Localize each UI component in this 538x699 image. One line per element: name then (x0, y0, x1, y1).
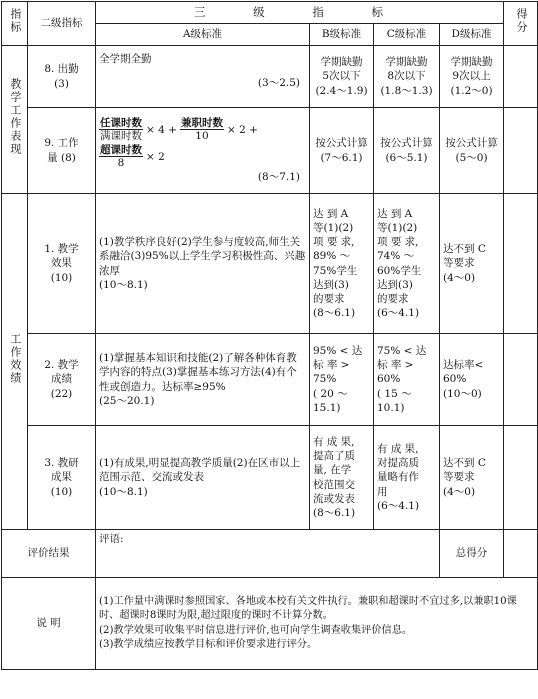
header-d-standard: D级标准 (440, 24, 504, 46)
results-a: (1)掌握基本知识和技能(2)了解各种体育教学内容的特点(3)掌握基本练习方法(4)有个性或创造力。达标率≥95% (25～20.1) (96, 334, 310, 426)
results-name: 2. 教学 成绩 (22) (28, 334, 96, 426)
evaluation-table-sheet (1, 1, 537, 697)
fraction-teaching-hours: $\frac{\text{任课时数}}{\text{满课时数}}$ (100, 117, 142, 143)
header-level3: 三 级 指 标 (96, 2, 504, 24)
header-indicator: 指标 (2, 2, 28, 46)
header-a-standard: A级标准 (96, 24, 310, 46)
attendance-b: 学期缺勤 5次以下 (2.4～1.9) (310, 46, 374, 108)
evaluation-comment-field[interactable]: 评语: (96, 530, 440, 578)
attendance-d: 学期缺勤 9次以上 (1.2～0) (440, 46, 504, 108)
results-score (504, 334, 538, 426)
fraction-parttime-hours: $\frac{\text{兼职时数}}{10}$ (180, 117, 223, 143)
group-teaching-performance: 教学工作表现 (2, 46, 28, 194)
effect-name: 1. 教学 效果 (10) (28, 194, 96, 334)
workload-a: $\frac{\text{任课时数}}{\text{满课时数}}$ × 4 + $\frac{\text{兼职时数}}{10}$ × 2 + $\frac{\text{超课时数}}{8}$ × 2 (8～7.1) (96, 108, 310, 194)
effect-b: 达 到 A 等(1)(2) 项 要 求, 89% ～ 75%学生 达到(3) 的要求 (8～6.1) (310, 194, 374, 334)
workload-name: 9. 工作 量 (8) (28, 108, 96, 194)
row-evaluation (2, 530, 538, 578)
row-notes (2, 578, 538, 670)
notes-label: 说 明 (2, 578, 96, 670)
research-d: 达不到 C 等要求 (4～0) (440, 426, 504, 530)
fraction-overtime-hours: $\frac{\text{超课时数}}{8}$ (100, 144, 142, 170)
research-a: (1)有成果,明显提高教学质量(2)在区市以上范围示范、交流或发表 (10～8.1) (96, 426, 310, 530)
total-score-label: 总得分 (440, 530, 504, 578)
row-workload (2, 108, 538, 194)
evaluation-label: 评价结果 (2, 530, 96, 578)
workload-b: 按公式计算 (7～6.1) (310, 108, 374, 194)
effect-a: (1)教学秩序良好(2)学生参与度较高,师生关系融洽(3)95%以上学生学习积极性高、兴趣浓厚 (10～8.1) (96, 194, 310, 334)
workload-c: 按公式计算 (6～5.1) (374, 108, 440, 194)
workload-d: 按公式计算 (5～0) (440, 108, 504, 194)
row-research-results (2, 426, 538, 530)
results-c: 75% < 达 标 率 > 60% ( 15 ～ 10.1) (374, 334, 440, 426)
effect-c: 达 到 A 等(1)(2) 项 要 求, 74% ～ 60%学生 达到(3) 的要求 (6～4.1) (374, 194, 440, 334)
row-attendance (2, 46, 538, 108)
research-c: 有 成 果, 对提高质 量略有作 用 (6～4.1) (374, 426, 440, 530)
note-item: (3)教学成绩应按教学目标和评价要求进行评分。 (99, 639, 318, 651)
research-b: 有 成 果, 提高了质 量, 在学 校范围交 流或发表 (8～6.1) (310, 426, 374, 530)
header-c-standard: C级标准 (374, 24, 440, 46)
evaluation-table (1, 1, 538, 670)
header-level2: 二级指标 (28, 2, 96, 46)
row-teaching-effect (2, 194, 538, 334)
row-teaching-results (2, 334, 538, 426)
attendance-c: 学期缺勤 8次以下 (1.8～1.3) (374, 46, 440, 108)
note-item: (1)工作量中满课时参照国家、各地或本校有关文件执行。兼职和超课时不宜过多,以兼职10课时、超课时8课时为限,超过限度的课时不计算分数。 (99, 595, 517, 621)
workload-formula-line-1: $\frac{\text{任课时数}}{\text{满课时数}}$ × 4 + $\frac{\text{兼职时数}}{10}$ × 2 + (100, 117, 258, 143)
header-b-standard: B级标准 (310, 24, 374, 46)
attendance-a: 全学期全勤 (3～2.5) (96, 46, 310, 108)
attendance-name: 8. 出勤 (3) (28, 46, 96, 108)
note-item: (2)教学效果可收集平时信息进行评价,也可向学生调查收集评价信息。 (99, 624, 413, 636)
research-name: 3. 教研 成果 (10) (28, 426, 96, 530)
effect-d: 达不到 C 等要求 (4～0) (440, 194, 504, 334)
attendance-score (504, 46, 538, 108)
results-d: 达标率< 60% (10～0) (440, 334, 504, 426)
group-work-performance: 工作效绩 (2, 194, 28, 530)
header-score: 得分 (504, 2, 538, 46)
research-score (504, 426, 538, 530)
header-row-1 (2, 2, 538, 24)
workload-formula-line-2: $\frac{\text{超课时数}}{8}$ × 2 (100, 144, 165, 170)
results-b: 95% < 达 标 率 > 75% ( 20 ～ 15.1) (310, 334, 374, 426)
notes-content (96, 578, 538, 670)
total-score-field[interactable] (504, 530, 538, 578)
workload-score (504, 108, 538, 194)
effect-score (504, 194, 538, 334)
